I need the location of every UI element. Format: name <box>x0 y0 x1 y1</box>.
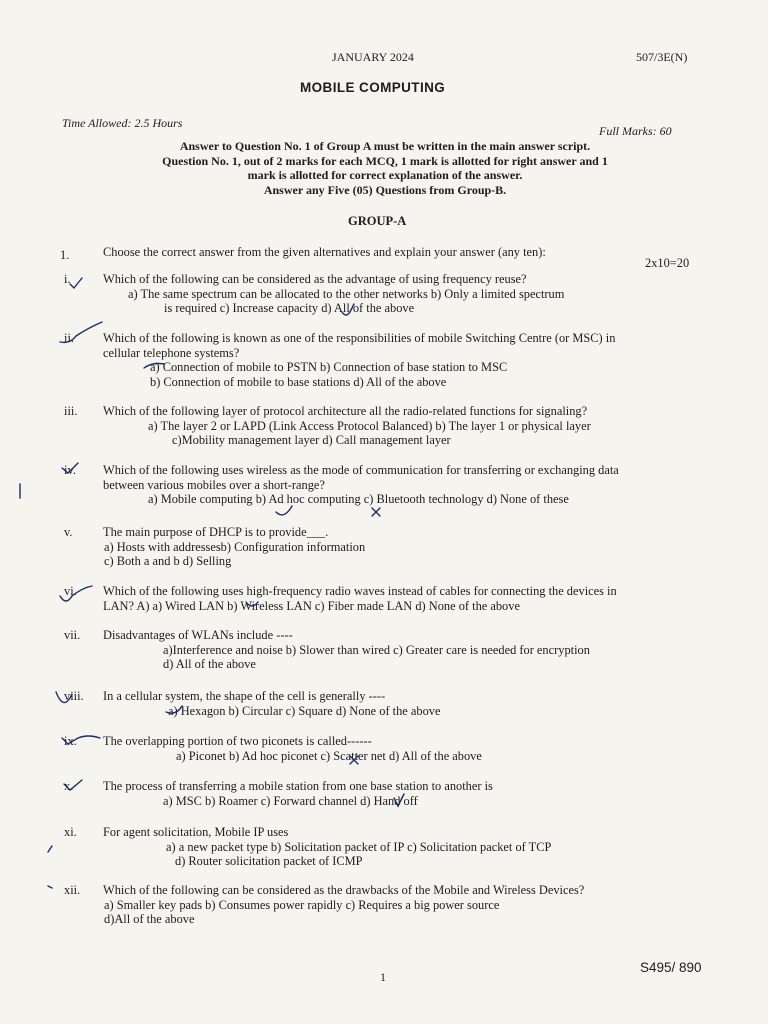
answer-options: c) Both a and b d) Selling <box>104 554 232 569</box>
question-text: Which of the following is known as one of the responsibilities of mobile Switching Centre (or MSC) in <box>103 331 616 345</box>
instructions <box>110 139 660 197</box>
exam-date: JANUARY 2024 <box>332 50 414 64</box>
answer-options: between various mobiles over a short-range? <box>103 477 325 492</box>
answer-options: a) Smaller key pads b) Consumes power rapidly c) Requires a big power source <box>104 897 500 912</box>
instruction-line: Question No. 1, out of 2 marks for each MCQ, 1 mark is allotted for right answer and 1 <box>162 153 608 168</box>
question-text: For agent solicitation, Mobile IP uses <box>103 825 289 839</box>
answer-options: LAN? A) a) Wired LAN b) Wireless LAN c) Fiber made LAN d) None of the above <box>103 598 520 613</box>
question-text: Which of the following layer of protocol architecture all the radio-related functions for signaling? <box>103 404 588 418</box>
question-number: xi. <box>64 825 77 839</box>
answer-options: c)Mobility management layer d) Call management layer <box>172 433 451 448</box>
question-text: Which of the following uses wireless as the mode of communication for transferring or exchanging data <box>103 463 619 477</box>
question-number: i. <box>64 272 71 286</box>
answer-options: a)Interference and noise b) Slower than wired c) Greater care is needed for encryption <box>163 642 590 657</box>
question-number: x. <box>64 779 74 793</box>
question-text: Disadvantages of WLANs include ---- <box>103 628 293 642</box>
answer-options: cellular telephone systems? <box>103 345 240 360</box>
paper-code: 507/3E(N) <box>636 50 688 64</box>
answer-options: a) The layer 2 or LAPD (Link Access Protocol Balanced) b) The layer 1 or physical layer <box>148 418 591 433</box>
question-number: iii. <box>64 404 78 418</box>
answer-options: a) MSC b) Roamer c) Forward channel d) Hand off <box>163 793 418 808</box>
answer-options: d)All of the above <box>104 912 195 927</box>
answer-options: d) All of the above <box>163 657 256 672</box>
answer-options: b) Connection of mobile to base stations d) All of the above <box>150 374 447 389</box>
instruction-line: mark is allotted for correct explanation of the answer. <box>247 168 523 182</box>
question-text: The process of transferring a mobile station from one base station to another is <box>103 779 493 793</box>
question-text: Which of the following can be considered as the drawbacks of the Mobile and Wireless Devices? <box>103 883 585 897</box>
question-marks: 2x10=20 <box>645 256 690 270</box>
question-number: iv. <box>64 463 76 477</box>
answer-options: a) Piconet b) Ad hoc piconet c) Scatter net d) All of the above <box>176 748 482 763</box>
group-heading: GROUP-A <box>348 214 407 228</box>
question-number: v. <box>64 525 73 539</box>
question-text: Which of the following can be considered as the advantage of using frequency reuse? <box>103 272 527 286</box>
footer-code: S495/ 890 <box>640 960 702 975</box>
tick-mark <box>372 508 380 516</box>
page-number: 1 <box>380 970 386 984</box>
tick-mark <box>48 846 52 852</box>
answer-options: is required c) Increase capacity d) All of the above <box>164 301 415 316</box>
answer-options: a) Hexagon b) Circular c) Square d) None of the above <box>168 703 441 718</box>
question-text: The overlapping portion of two piconets is called------ <box>103 734 372 748</box>
question-number: viii. <box>64 689 84 703</box>
answer-options: d) Router solicitation packet of ICMP <box>175 854 363 869</box>
answer-options: a) The same spectrum can be allocated to the other networks b) Only a limited spectrum <box>128 286 565 301</box>
question-text: In a cellular system, the shape of the cell is generally ---- <box>103 689 386 703</box>
full-marks: Full Marks: 60 <box>599 124 672 138</box>
answer-options: a) Hosts with addressesb) Configuration information <box>104 539 366 554</box>
tick-mark <box>276 506 292 515</box>
question-number: xii. <box>64 883 81 897</box>
question-number: vi. <box>64 584 77 598</box>
tick-mark <box>70 278 82 288</box>
instruction-line: Answer any Five (05) Questions from Group-B. <box>263 182 507 197</box>
question-text: Which of the following uses high-frequency radio waves instead of cables for connecting the devices in <box>103 584 617 598</box>
answer-options: a) a new packet type b) Solicitation packet of IP c) Solicitation packet of TCP <box>166 839 552 854</box>
question-number: ix. <box>64 734 77 748</box>
time-allowed: Time Allowed: 2.5 Hours <box>62 116 183 130</box>
answer-options: a) Connection of mobile to PSTN b) Connection of base station to MSC <box>150 360 508 375</box>
answer-options: a) Mobile computing b) Ad hoc computing c) Bluetooth technology d) None of these <box>148 492 569 507</box>
page-title: MOBILE COMPUTING <box>300 80 446 95</box>
question-text: The main purpose of DHCP is to provide___. <box>103 525 329 539</box>
instruction-line: Answer to Question No. 1 of Group A must be written in the main answer script. <box>179 139 591 153</box>
tick-mark <box>48 886 52 888</box>
question-instruction: Choose the correct answer from the given alternatives and explain your answer (any ten): <box>103 245 546 259</box>
question-number: 1. <box>60 248 70 262</box>
question-number: ii. <box>64 331 74 345</box>
question-number: vii. <box>64 628 81 642</box>
